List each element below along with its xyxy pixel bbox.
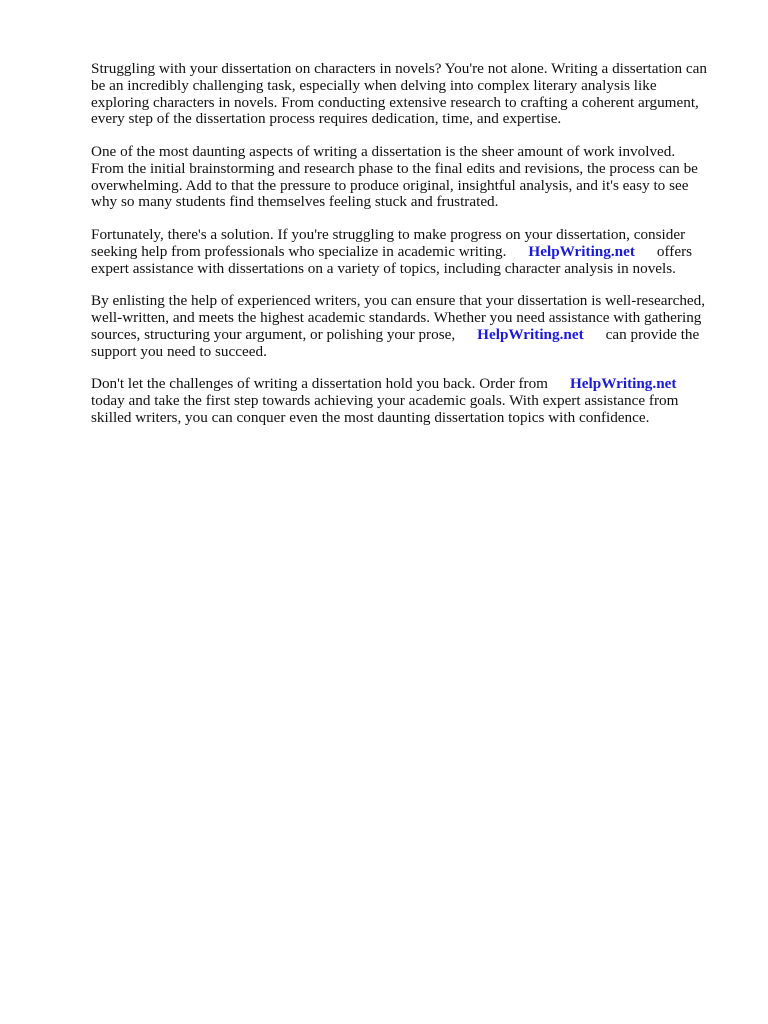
paragraph-text: One of the most daunting aspects of writing a dissertation is the sheer amount of work involved. From the initial brainstorming and research phase to the final edits and revisions, the process can be overwhelming. Add to that the pressure to produce original, insightful analysis, and it's easy to see why so many students find themselves feeling stuck and frustrated. <box>91 142 698 211</box>
paragraph-text: can provide the support you need to succeed. <box>91 325 700 360</box>
paragraph-challenges <box>91 144 731 211</box>
paragraph-text: offers expert assistance with dissertations on a variety of topics, including character analysis in novels. <box>91 242 693 277</box>
paragraph-intro <box>91 61 731 128</box>
paragraph-text: By enlisting the help of experienced writers, you can ensure that your dissertation is well-researched, well-written, and meets the highest academic standards. Whether you need assistance with gathering sources, structuring your argument, or polishing your prose, <box>91 292 706 343</box>
document-body <box>91 61 731 442</box>
paragraph-text: Struggling with your dissertation on characters in novels? You're not alone. Writing a dissertation can be an incredibly challenging task, especially when delving into complex literary analysis like exploring characters in novels. From conducting extensive research to crafting a coherent argument, every step of the dissertation process requires dedication, time, and expertise. <box>91 60 707 128</box>
paragraph-call-to-action <box>91 376 731 426</box>
paragraph-text: Don't let the challenges of writing a dissertation hold you back. Order from <box>91 375 548 393</box>
helpwriting-link[interactable]: HelpWriting.net <box>477 325 584 343</box>
paragraph-solution <box>91 227 731 277</box>
paragraph-text: today and take the first step towards achieving your academic goals. With expert assistance from skilled writers, you can conquer even the most daunting dissertation topics with confidence. <box>91 391 679 426</box>
paragraph-text: Fortunately, there's a solution. If you're struggling to make progress on your dissertation, consider seeking help from professionals who specialize in academic writing. <box>91 225 686 260</box>
paragraph-benefits <box>91 293 731 360</box>
helpwriting-link[interactable]: HelpWriting.net <box>528 242 635 260</box>
helpwriting-link[interactable]: HelpWriting.net <box>569 375 677 393</box>
